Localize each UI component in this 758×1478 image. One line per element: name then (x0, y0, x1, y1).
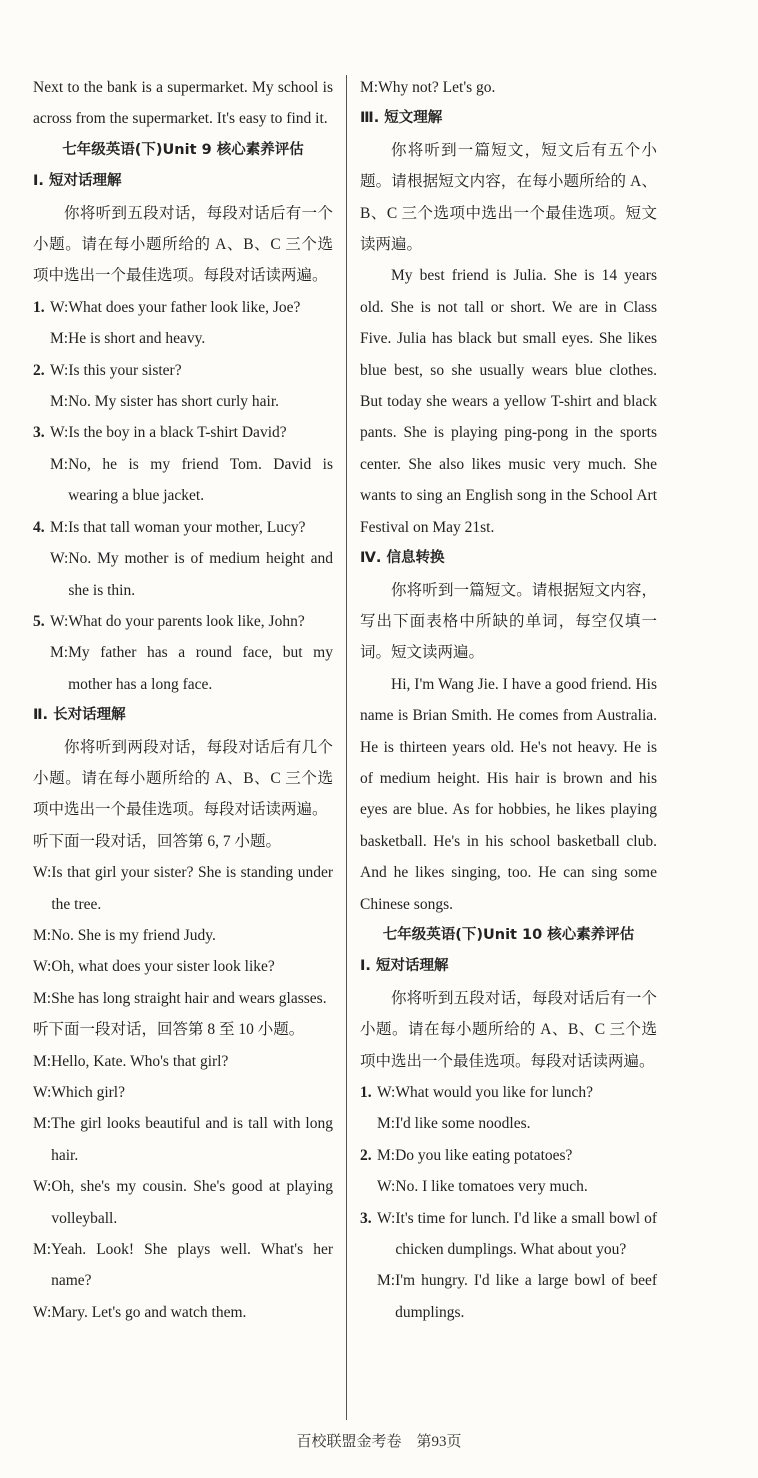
line-text: Is this your sister? (68, 361, 182, 379)
speaker: W: (33, 1084, 52, 1101)
dialogue-item (360, 1140, 657, 1203)
item-number: 3. (33, 424, 45, 442)
section-instructions: 你将听到五段对话，每段对话后有一个小题。请在每小题所给的 A、B、C 三个选项中选出一个最佳选项。每段对话读两遍。 (360, 989, 657, 1070)
dialogue-intro: 听下面一段对话，回答第 8 至 10 小题。 (33, 1021, 305, 1039)
section-title: Ⅲ. 短文理解 (360, 110, 443, 127)
line-text: Oh, what does your sister look like? (51, 958, 275, 976)
unit9-title: 七年级英语(下)Unit 9 核心素养评估 (62, 141, 304, 158)
dialogue-item (33, 512, 333, 606)
speaker: M: (50, 393, 69, 411)
speaker: M: (50, 330, 69, 348)
line-text: What do your parents look like, John? (68, 612, 305, 630)
speaker: M: (377, 1115, 396, 1133)
line-text: It's time for lunch. I'd like a small bowl of chicken dumplings. What about you? (395, 1209, 657, 1259)
speaker: M: (33, 989, 52, 1007)
intro-paragraph: Next to the bank is a supermarket. My school is across from the supermarket. It's easy to find it. (33, 79, 333, 128)
dialogue-item (33, 355, 333, 418)
speaker: M: (377, 1146, 396, 1164)
speaker: W: (33, 958, 52, 976)
dialogue-item (360, 1077, 657, 1140)
item-number: 4. (33, 518, 45, 536)
dialogue-item (360, 1203, 657, 1329)
speaker: M: (50, 644, 69, 662)
section-instructions: 你将听到五段对话，每段对话后有一个小题。请在每小题所给的 A、B、C 三个选项中选出一个最佳选项。每段对话读两遍。 (33, 204, 333, 285)
speaker: M: (360, 79, 379, 96)
line-text: Do you like eating potatoes? (395, 1146, 573, 1164)
section-title: Ⅰ. 短对话理解 (360, 958, 449, 975)
line-text: Is the boy in a black T-shirt David? (68, 424, 287, 442)
speaker: W: (33, 864, 52, 882)
line-text: Mary. Let's go and watch them. (51, 1303, 247, 1321)
speaker: W: (377, 1209, 396, 1227)
speaker: M: (33, 1052, 52, 1070)
dialogue-item (33, 417, 333, 511)
line-text: No. I like tomatoes very much. (395, 1178, 588, 1196)
unit10-title: 七年级英语(下)Unit 10 核心素养评估 (382, 926, 635, 943)
line-text: No. My sister has short curly hair. (68, 393, 280, 411)
section-instructions: 你将听到一篇短文，短文后有五个小题。请根据短文内容，在每小题所给的 A、B、C 三个选项中选出一个最佳选项。短文读两遍。 (360, 141, 657, 254)
item-number: 2. (360, 1146, 372, 1164)
left-column (33, 72, 333, 1328)
line-text: Why not? Let's go. (378, 79, 496, 96)
line-text: I'd like some noodles. (395, 1115, 531, 1133)
passage: Hi, I'm Wang Jie. I have a good friend. His name is Brian Smith. He comes from Australia. He is thirteen years old. He's not heavy. He is of medium height. His hair is brown and his eyes are blue. As for hobbies, he likes playing basketball. He's in his school basketball club. And he likes singing, too. He can sing some Chinese songs. (360, 675, 657, 913)
speaker: W: (33, 1178, 52, 1196)
item-number: 5. (33, 612, 45, 630)
speaker: W: (50, 424, 69, 442)
line-text: What would you like for lunch? (395, 1084, 593, 1101)
line-text: The girl looks beautiful and is tall with long hair. (51, 1115, 333, 1164)
dialogue-item (33, 606, 333, 700)
column-divider (346, 75, 347, 1420)
speaker: M: (377, 1272, 396, 1290)
page-footer: 百校联盟金考卷 第93页 (296, 1434, 462, 1450)
speaker: M: (50, 518, 69, 536)
line-text: My father has a round face, but my mother has a long face. (68, 644, 333, 693)
speaker: M: (33, 1241, 52, 1259)
line-text: Oh, she's my cousin. She's good at playing volleyball. (51, 1178, 333, 1227)
section-title: Ⅰ. 短对话理解 (33, 173, 122, 190)
line-text: She has long straight hair and wears glasses. (51, 989, 327, 1007)
right-column (360, 72, 657, 1328)
line-text: No. My mother is of medium height and she is thin. (68, 550, 333, 599)
line-text: Hello, Kate. Who's that girl? (51, 1052, 229, 1070)
dialogue-item (33, 292, 333, 355)
line-text: What does your father look like, Joe? (68, 298, 301, 316)
line-text: Is that girl your sister? She is standing under the tree. (51, 864, 333, 913)
line-text: Is that tall woman your mother, Lucy? (68, 518, 306, 536)
dialogue-intro: 听下面一段对话，回答第 6, 7 小题。 (33, 832, 282, 850)
line-text: No, he is my friend Tom. David is wearing a blue jacket. (68, 455, 333, 505)
item-number: 1. (360, 1084, 372, 1101)
passage: My best friend is Julia. She is 14 years old. She is not tall or short. We are in Class Five. Julia has black but small eyes. She likes blue best, so she usually wears blue clothes. But today she wears a yellow T-shirt and black pants. She is playing ping-pong in the sports center. She also likes music very much. She wants to sing an English song in the School Art Festival on May 21st. (360, 267, 657, 536)
line-text: Yeah. Look! She plays well. What's her name? (51, 1241, 333, 1290)
section-instructions: 你将听到一篇短文。请根据短文内容，写出下面表格中所缺的单词，每空仅填一词。短文读两遍。 (360, 581, 657, 662)
speaker: W: (50, 298, 69, 316)
speaker: W: (50, 550, 69, 568)
section-title: Ⅳ. 信息转换 (360, 550, 445, 567)
line-text: I'm hungry. I'd like a large bowl of beef dumplings. (395, 1272, 657, 1321)
speaker: W: (377, 1178, 396, 1196)
speaker: W: (50, 361, 69, 379)
speaker: W: (50, 612, 69, 630)
item-number: 1. (33, 298, 45, 316)
item-number: 3. (360, 1209, 372, 1227)
speaker: W: (33, 1303, 52, 1321)
section-instructions: 你将听到两段对话，每段对话后有几个小题。请在每小题所给的 A、B、C 三个选项中选出一个最佳选项。每段对话读两遍。 (33, 738, 333, 819)
speaker: M: (33, 1115, 52, 1133)
line-text: He is short and heavy. (68, 330, 206, 348)
line-text: Which girl? (51, 1084, 125, 1101)
speaker: M: (50, 455, 69, 473)
item-number: 2. (33, 361, 45, 379)
section-title: Ⅱ. 长对话理解 (33, 707, 126, 724)
speaker: M: (33, 926, 52, 944)
speaker: W: (377, 1084, 396, 1101)
line-text: No. She is my friend Judy. (51, 926, 216, 944)
